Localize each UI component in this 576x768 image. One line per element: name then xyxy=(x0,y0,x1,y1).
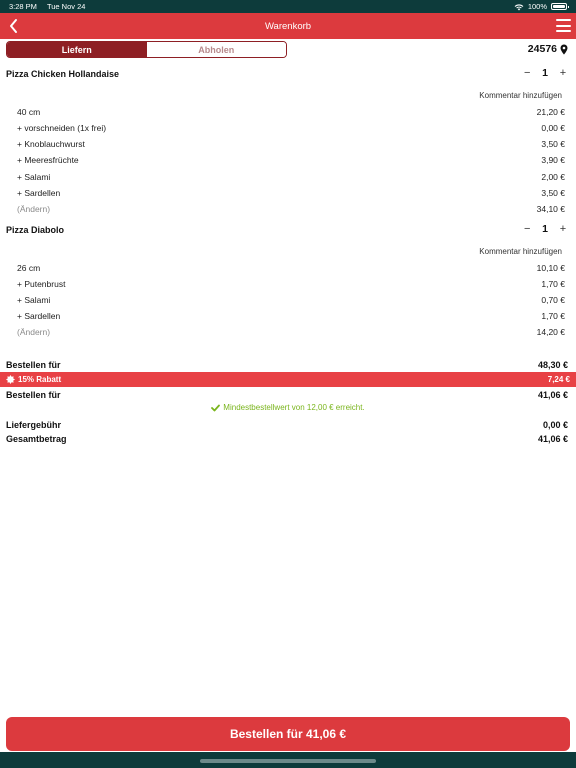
line-price: 3,50 € xyxy=(541,188,565,198)
quantity-value: 1 xyxy=(542,223,548,235)
nav-bar xyxy=(0,13,576,39)
page-title: Warenkorb xyxy=(264,20,312,32)
place-order-button[interactable]: Bestellen für 41,06 € xyxy=(6,717,570,751)
wifi-icon xyxy=(514,3,524,11)
subtotal-label: Bestellen für xyxy=(6,359,61,370)
item-title: Pizza Diabolo xyxy=(6,225,65,235)
line-label: + Salami xyxy=(17,172,51,182)
list-item xyxy=(0,120,576,136)
list-item xyxy=(0,152,576,168)
decrease-button[interactable]: − xyxy=(523,67,531,79)
line-label: + Sardellen xyxy=(17,188,61,198)
grand-total-value: 41,06 € xyxy=(537,433,568,444)
discount-value: 7,24 € xyxy=(547,375,570,384)
minimum-order-message xyxy=(0,403,576,412)
line-price: 2,00 € xyxy=(541,172,565,182)
delivery-fee-value: 0,00 € xyxy=(542,419,568,430)
delivery-fee-label: Liefergebühr xyxy=(6,419,62,430)
list-item xyxy=(0,169,576,185)
line-price: 3,50 € xyxy=(541,139,565,149)
subtotal-value: 48,30 € xyxy=(537,359,568,370)
line-label: + vorschneiden (1x frei) xyxy=(17,123,107,133)
line-price: 21,20 € xyxy=(536,107,565,117)
line-price: 10,10 € xyxy=(536,263,565,273)
line-price: 1,70 € xyxy=(541,279,565,289)
discount-row xyxy=(0,372,576,387)
line-label: + Meeresfrüchte xyxy=(17,155,79,165)
status-time: 3:28 PM xyxy=(9,2,37,11)
line-price: 0,70 € xyxy=(541,295,565,305)
line-price: 3,90 € xyxy=(541,155,565,165)
list-item xyxy=(0,308,576,324)
line-price: 1,70 € xyxy=(541,311,565,321)
tab-deliver[interactable]: Liefern xyxy=(7,42,147,57)
hamburger-menu-icon[interactable] xyxy=(556,19,571,32)
line-label: 40 cm xyxy=(17,107,41,117)
cart-content xyxy=(0,39,576,752)
discounted-subtotal-value: 41,06 € xyxy=(537,389,568,400)
item-total-row xyxy=(0,201,576,217)
checkmark-icon xyxy=(211,404,220,412)
subtotal-row xyxy=(0,357,576,372)
discounted-subtotal-label: Bestellen für xyxy=(6,389,61,400)
line-label: 26 cm xyxy=(17,263,41,273)
minimum-order-text: Mindestbestellwert von 12,00 € erreicht. xyxy=(223,403,365,412)
list-item xyxy=(0,276,576,292)
grand-total-label: Gesamtbetrag xyxy=(6,433,67,444)
item-total: 14,20 € xyxy=(536,327,565,337)
line-label: + Putenbrust xyxy=(17,279,66,289)
location-pin-icon xyxy=(560,44,568,55)
add-comment-link[interactable]: Kommentar hinzufügen xyxy=(479,247,562,256)
status-bar xyxy=(0,0,576,13)
change-link[interactable]: (Ändern) xyxy=(17,204,51,214)
line-label: + Sardellen xyxy=(17,311,61,321)
add-comment-link[interactable]: Kommentar hinzufügen xyxy=(479,91,562,100)
discount-badge-icon xyxy=(6,375,15,384)
tab-pickup[interactable]: Abholen xyxy=(147,42,287,57)
home-indicator[interactable] xyxy=(200,759,376,763)
status-date: Tue Nov 24 xyxy=(46,2,86,11)
item-total: 34,10 € xyxy=(536,204,565,214)
discount-label: 15% Rabatt xyxy=(18,375,62,384)
quantity-value: 1 xyxy=(542,67,548,79)
increase-button[interactable]: + xyxy=(559,67,567,79)
quantity-stepper xyxy=(522,223,568,235)
list-item xyxy=(0,104,576,120)
item-title: Pizza Chicken Hollandaise xyxy=(6,69,120,79)
back-chevron-icon[interactable] xyxy=(8,17,20,35)
battery-icon xyxy=(551,3,567,10)
discounted-subtotal-row xyxy=(0,387,576,402)
decrease-button[interactable]: − xyxy=(523,223,531,235)
battery-percent: 100% xyxy=(527,2,547,11)
grand-total-row xyxy=(0,431,576,446)
delivery-fee-row xyxy=(0,417,576,432)
increase-button[interactable]: + xyxy=(559,223,567,235)
line-label: + Knoblauchwurst xyxy=(17,139,85,149)
zip-code[interactable] xyxy=(528,43,568,55)
list-item xyxy=(0,292,576,308)
item-total-row xyxy=(0,324,576,340)
list-item xyxy=(0,136,576,152)
zip-code-value: 24576 xyxy=(527,43,557,55)
list-item xyxy=(0,260,576,276)
delivery-mode-toggle xyxy=(6,41,287,58)
list-item xyxy=(0,185,576,201)
change-link[interactable]: (Ändern) xyxy=(17,327,51,337)
quantity-stepper xyxy=(522,67,568,79)
line-label: + Salami xyxy=(17,295,51,305)
line-price: 0,00 € xyxy=(541,123,565,133)
